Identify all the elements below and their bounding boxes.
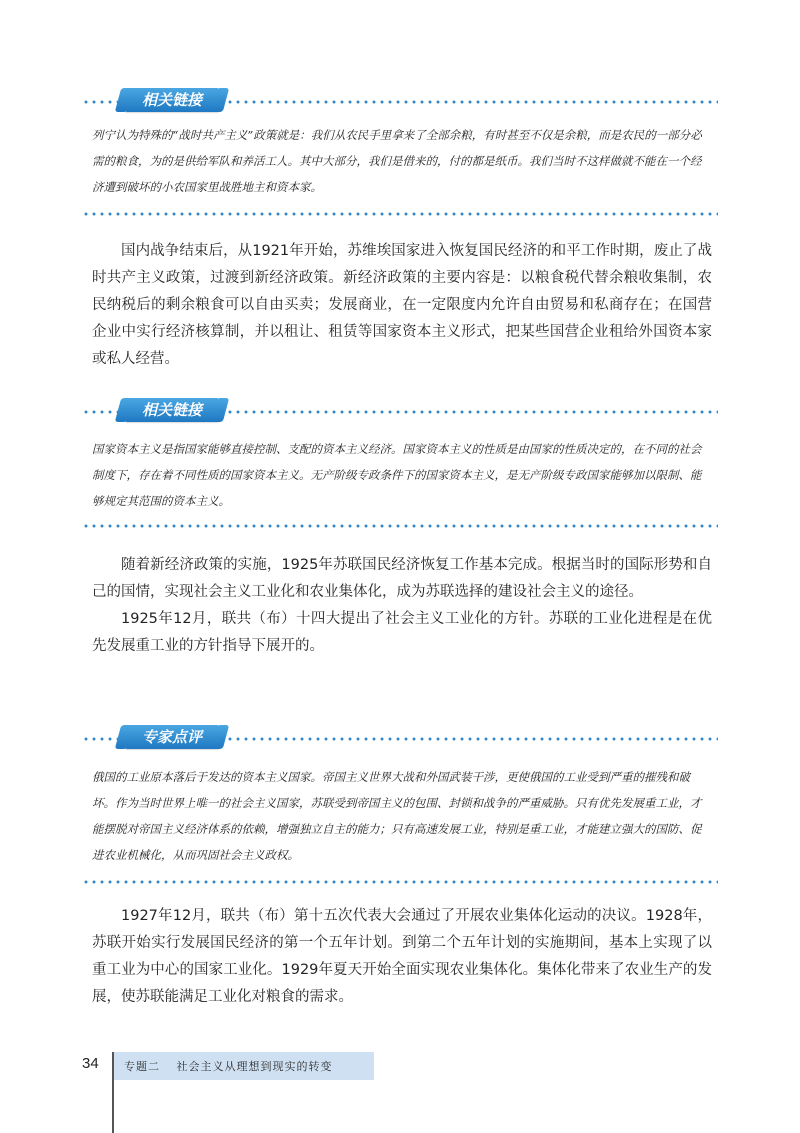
dotted-separator xyxy=(82,880,718,884)
dotted-separator xyxy=(218,100,718,104)
footer-rule xyxy=(112,1052,114,1133)
chapter-label: 专题二 xyxy=(124,1060,160,1073)
related-link-note: 国家资本主义是指国家能够直接控制、支配的资本主义经济。国家资本主义的性质是由国家的性质决定的，在不同的社会制度下，存在着不同性质的国家资本主义。无产阶级专政条件下的国家资本主义，是无产阶级专政国家能够加以限制、能够规定其范围的资本主义。 xyxy=(92,442,702,508)
dotted-separator xyxy=(82,524,718,528)
running-footer xyxy=(124,1058,345,1074)
expert-comment-note: 俄国的工业原本落后于发达的资本主义国家。帝国主义世界大战和外国武装干涉，更使俄国的工业受到严重的摧残和破坏。作为当时世界上唯一的社会主义国家，苏联受到帝国主义的包围、封锁和战争的严重威胁。只有优先发展重工业，才能摆脱对帝国主义经济体系的依赖，增强独立自主的能力；只有高速发展工业，特别是重工业，才能建立强大的国防、促进农业机械化，从而巩固社会主义政权。 xyxy=(92,770,702,862)
body-paragraph: 随着新经济政策的实施，1925年苏联国民经济恢复工作基本完成。根据当时的国际形势和自己的国情，实现社会主义工业化和农业集体化，成为苏联选择的建设社会主义的途径。 xyxy=(92,557,712,600)
page-number: 34 xyxy=(82,1055,99,1072)
related-link-badge: 相关链接 xyxy=(124,88,220,112)
expert-comment-badge: 专家点评 xyxy=(124,725,220,749)
dotted-separator xyxy=(218,410,718,414)
dotted-separator xyxy=(218,737,718,741)
chapter-title: 社会主义从理想到现实的转变 xyxy=(176,1060,333,1073)
body-paragraph: 国内战争结束后，从1921年开始，苏维埃国家进入恢复国民经济的和平工作时期，废止了战时共产主义政策，过渡到新经济政策。新经济政策的主要内容是：以粮食税代替余粮收集制，农民纳税后的剩余粮食可以自由买卖；发展商业，在一定限度内允许自由贸易和私商存在；在国营企业中实行经济核算制，并以租让、租赁等国家资本主义形式，把某些国营企业租给外国资本家或私人经营。 xyxy=(92,243,712,367)
body-paragraph-group xyxy=(92,903,712,1011)
body-paragraph: 1925年12月，联共（布）十四大提出了社会主义工业化的方针。苏联的工业化进程是在优先发展重工业的方针指导下展开的。 xyxy=(92,611,712,654)
related-link-note: 列宁认为特殊的“战时共产主义”政策就是：我们从农民手里拿来了全部余粮，有时甚至不仅是余粮，而是农民的一部分必需的粮食，为的是供给军队和养活工人。其中大部分，我们是借来的，付的都是纸币。我们当时不这样做就不能在一个经济遭到破坏的小农国家里战胜地主和资本家。 xyxy=(92,128,702,194)
body-paragraph-group xyxy=(92,552,712,660)
body-paragraph-group xyxy=(92,238,712,373)
dotted-separator xyxy=(82,212,718,216)
body-paragraph: 1927年12月，联共（布）第十五次代表大会通过了开展农业集体化运动的决议。1928年，苏联开始实行发展国民经济的第一个五年计划。到第二个五年计划的实施期间，基本上实现了以重工业为中心的国家工业化。1929年夏天开始全面实现农业集体化。集体化带来了农业生产的发展，使苏联能满足工业化对粮食的需求。 xyxy=(92,908,712,1005)
related-link-badge: 相关链接 xyxy=(124,398,220,422)
